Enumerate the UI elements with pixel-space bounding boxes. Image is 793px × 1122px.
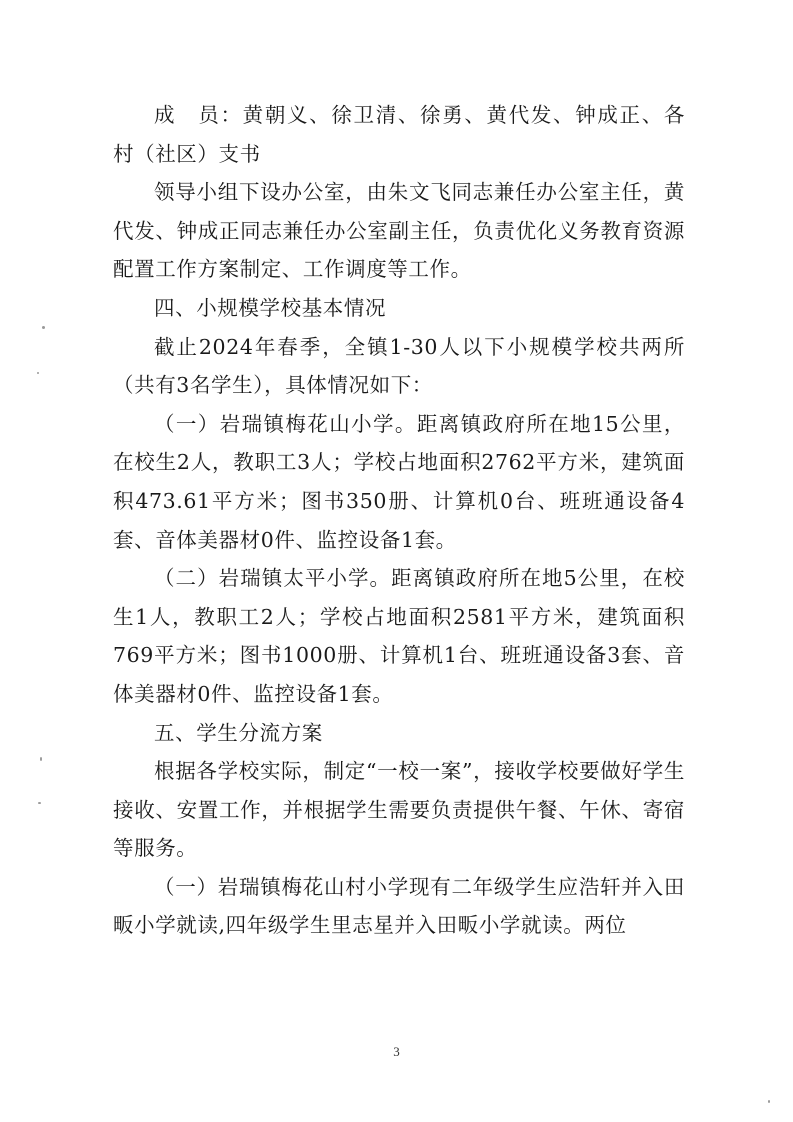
page-number: 3 <box>393 1044 400 1059</box>
school-1-text: 距离镇政府所在地15公里，在校生2人，教职工3人；学校占地面积2762平方米，建筑面积473.61平方米；图书350册、计算机0台、班班通设备4套、音体美器材0件、监控设备1套。 <box>113 411 686 552</box>
section-heading-5: 五、学生分流方案 <box>154 720 323 745</box>
scan-speck <box>768 1100 770 1103</box>
school-2-text: 距离镇政府所在地5公里，在校生1人，教职工2人；学校占地面积2581平方米，建筑面积769平方米；图书1000册、计算机1台、班班通设备3套、音体美器材0件、监控设备1套。 <box>113 566 685 706</box>
school-1-title: （一）岩瑞镇梅花山小学。 <box>154 411 417 436</box>
document-body <box>113 96 685 945</box>
members-line-1: 成 员：黄朝义、徐卫清、徐勇、黄代发、钟成正、各 <box>154 103 685 127</box>
scan-speck <box>42 326 45 329</box>
members-line-2: 村（社区）支书 <box>113 141 261 166</box>
scan-speck <box>37 372 39 374</box>
school-2-title: （二）岩瑞镇太平小学。 <box>154 566 392 591</box>
summary-paragraph: 截止2024年春季，全镇1-30人以下小规模学校共两所（共有3名学生），具体情况如下： <box>113 334 685 398</box>
school-2-paragraph <box>113 559 685 713</box>
scan-speck <box>38 802 41 804</box>
plan-paragraph: 根据各学校实际，制定“一校一案”，接收学校要做好学生接收、安置工作，并根据学生需要负责提供午餐、午休、寄宿等服务。 <box>113 759 685 861</box>
scan-speck <box>40 757 42 761</box>
section-heading-4: 四、小规模学校基本情况 <box>154 295 387 320</box>
school-1-paragraph <box>113 405 685 559</box>
office-paragraph: 领导小组下设办公室，由朱文飞同志兼任办公室主任，黄代发、钟成正同志兼任办公室副主任，负责优化义务教育资源配置工作方案制定、工作调度等工作。 <box>113 180 685 282</box>
plan-1-paragraph: （一）岩瑞镇梅花山村小学现有二年级学生应浩轩并入田畈小学就读,四年级学生里志星并入田畈小学就读。两位 <box>113 874 685 938</box>
